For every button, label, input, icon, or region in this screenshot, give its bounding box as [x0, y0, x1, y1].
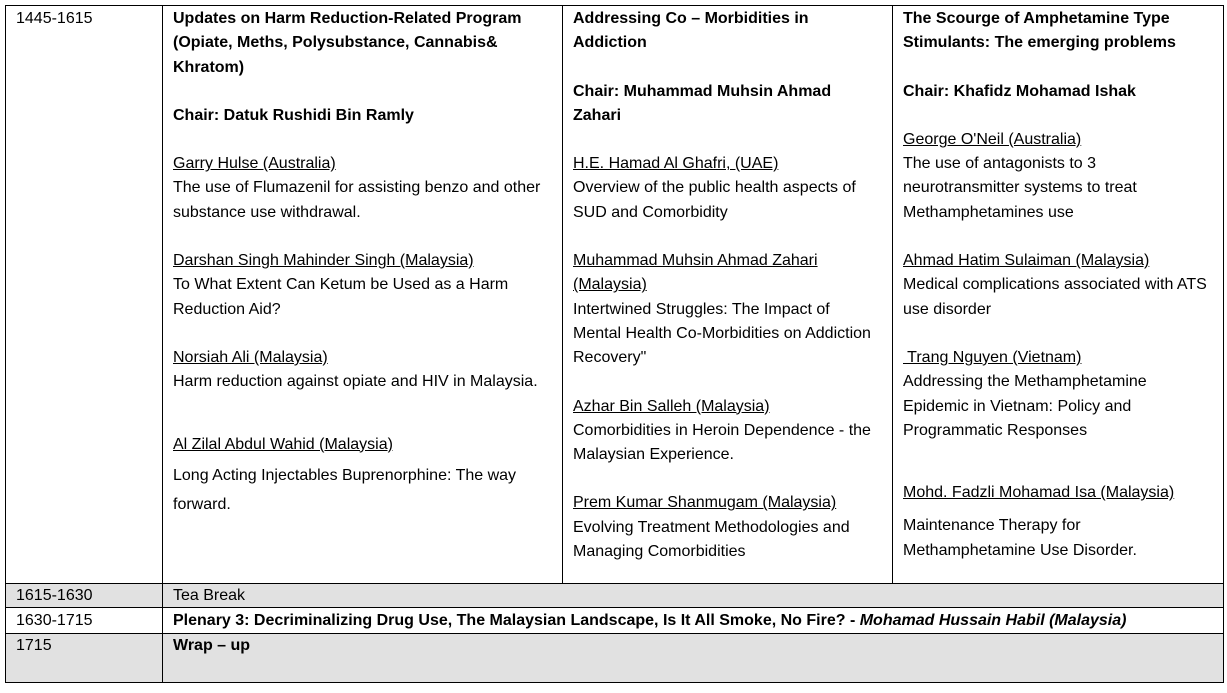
session-co-morbidities [563, 6, 893, 584]
talk-title: Long Acting Injectables Buprenorphine: The way forward. [173, 466, 517, 513]
speaker-name: Garry Hulse (Australia) [173, 155, 336, 173]
speaker-name: Ahmad Hatim Sulaiman (Malaysia) [903, 252, 1150, 270]
speaker-name: Prem Kumar Shanmugam (Malaysia) [573, 494, 837, 512]
tea-break-row [6, 584, 1224, 608]
talk-title: The use of antagonists to 3 neurotransmitter systems to treat Methamphetamines use [903, 155, 1137, 221]
talk-title: Harm reduction against opiate and HIV in Malaysia. [173, 373, 538, 391]
speaker-name: Al Zilal Abdul Wahid (Malaysia) [173, 435, 393, 453]
talk-title: Maintenance Therapy for Methamphetamine Use Disorder. [903, 517, 1137, 559]
talk-title: To What Extent Can Ketum be Used as a Harm Reduction Aid? [173, 276, 509, 318]
plenary-title: Plenary 3: Decriminalizing Drug Use, The Malaysian Landscape, Is It All Smoke, No Fire? - [173, 612, 860, 629]
talk-item [903, 346, 1213, 443]
session-harm-reduction [163, 6, 563, 584]
session-chair: Chair: Datuk Rushidi Bin Ramly [173, 106, 414, 124]
talk-item [173, 433, 552, 519]
schedule-table [5, 5, 1224, 683]
speaker-name: Norsiah Ali (Malaysia) [173, 348, 328, 366]
session-row-1445 [6, 6, 1224, 584]
time-cell: 1445-1615 [6, 6, 163, 584]
wrap-up-label: Wrap – up [163, 634, 1224, 683]
speaker-name: H.E. Hamad Al Ghafri, (UAE) [573, 155, 779, 173]
speaker-name: Darshan Singh Mahinder Singh (Malaysia) [173, 252, 474, 270]
time-cell: 1715 [6, 634, 163, 683]
time-cell: 1630-1715 [6, 608, 163, 634]
session-title: The Scourge of Amphetamine Type Stimulants: The emerging problems [903, 10, 1176, 52]
talk-item [573, 249, 882, 370]
wrap-up-row [6, 634, 1224, 683]
session-chair: Chair: Khafidz Mohamad Ishak [903, 82, 1136, 100]
talk-item [573, 491, 882, 564]
session-amphetamine [893, 6, 1224, 584]
plenary-cell [163, 608, 1224, 634]
talk-item [173, 249, 552, 322]
talk-title: Addressing the Methamphetamine Epidemic in Vietnam: Policy and Programmatic Responses [903, 373, 1147, 439]
speaker-name: Mohd. Fadzli Mohamad Isa (Malaysia) [903, 484, 1175, 502]
talk-title: The use of Flumazenil for assisting benzo and other substance use withdrawal. [173, 179, 541, 221]
plenary-row [6, 608, 1224, 634]
speaker-name: Muhammad Muhsin Ahmad Zahari (Malaysia) [573, 252, 818, 294]
talk-item [573, 152, 882, 225]
session-title: Updates on Harm Reduction-Related Program (Opiate, Meths, Polysubstance, Cannabis& Khratom) [173, 10, 522, 76]
talk-item [903, 481, 1213, 563]
talk-item [173, 346, 552, 395]
talk-title: Medical complications associated with ATS use disorder [903, 276, 1207, 318]
speaker-name: Azhar Bin Salleh (Malaysia) [573, 397, 770, 415]
session-title: Addressing Co – Morbidities in Addiction [573, 10, 809, 52]
talk-title: Intertwined Struggles: The Impact of Mental Health Co-Morbidities on Addiction Recovery" [573, 300, 871, 367]
talk-item [903, 249, 1213, 322]
talk-title: Overview of the public health aspects of SUD and Comorbidity [573, 179, 856, 221]
plenary-speaker: Mohamad Hussain Habil (Malaysia) [859, 612, 1127, 629]
tea-break-label: Tea Break [163, 584, 1224, 608]
talk-item [903, 128, 1213, 225]
speaker-name: Trang Nguyen (Vietnam) [903, 348, 1082, 366]
talk-item [573, 395, 882, 468]
talk-item [173, 152, 552, 225]
speaker-name: George O'Neil (Australia) [903, 130, 1082, 148]
talk-title: Evolving Treatment Methodologies and Managing Comorbidities [573, 518, 850, 561]
time-cell: 1615-1630 [6, 584, 163, 608]
talk-title: Comorbidities in Heroin Dependence - the Malaysian Experience. [573, 421, 871, 464]
session-chair: Chair: Muhammad Muhsin Ahmad Zahari [573, 82, 832, 124]
